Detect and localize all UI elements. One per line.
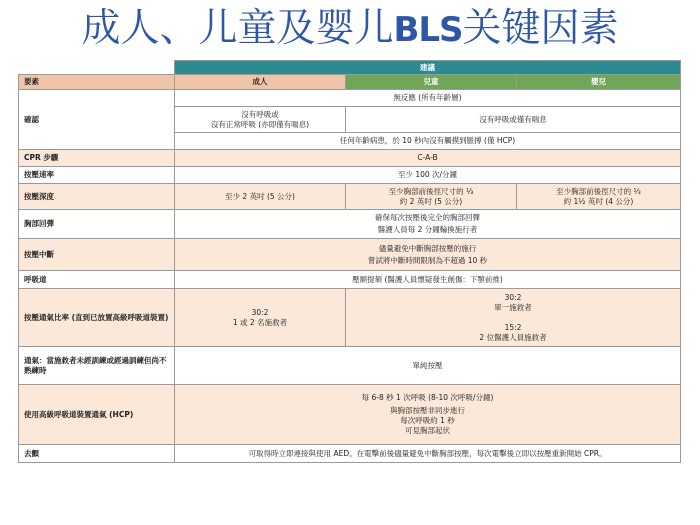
row-label-cpr-sequence: CPR 步驟 [19,150,175,167]
title-bls: BLS [393,10,463,50]
row-label-chest-recoil: 胸部回彈 [19,210,175,239]
col-child-header: 兒童 [346,75,517,90]
chest-recoil-cell [175,210,681,239]
untrained-cell: 單純按壓 [175,347,681,385]
row-label-defibrillation: 去顫 [19,445,175,463]
ratio-adult-cell: 30:2 1 或 2 名施救者 [175,289,346,347]
compression-rate-cell: 至少 100 次/分鐘 [175,167,681,184]
title-suffix: 关键因素 [462,6,619,51]
advanced-airway-line2: 與胸部按壓非同步進行 每次呼吸約 1 秒 可見胸部起伏 [390,406,465,435]
row-label-advanced-airway: 使用高級呼吸道裝置通氣 (HCP) [19,385,175,445]
interruptions-cell [175,239,681,271]
bls-table [18,60,681,463]
interruptions-line1: 儘量避免中斷胸部按壓的施行 [378,243,477,253]
row-label-compression-depth: 按壓深度 [19,184,175,210]
chest-recoil-line2: 醫護人員每 2 分鐘輪換施行者 [377,225,478,234]
col-adult-header: 成人 [175,75,346,90]
recognition-adult-cell: 沒有呼吸或 沒有正常呼吸 (亦即僅有喘息) [175,107,346,133]
chest-recoil-line1: 確保每次按壓後完全的胸部回彈 [375,213,480,222]
title-prefix: 成人、儿童及婴儿 [81,6,394,51]
advanced-airway-line1: 每 6-8 秒 1 次呼吸 (8-10 次呼吸/分鐘) [361,393,494,402]
row-label-compression-rate: 按壓速率 [19,167,175,184]
advanced-airway-cell [175,385,681,445]
header-recommendation: 建議 [175,61,681,75]
recognition-child-infant-cell: 沒有呼吸或僅有喘息 [346,107,681,133]
compression-depth-infant-cell: 至少胸部前後徑尺寸的 ⅓ 約 1½ 英吋 (4 公分) [517,184,681,210]
header-empty-cell [19,61,175,75]
row-label-recognition: 確認 [19,90,175,150]
recognition-pulse-cell: 任何年齡病患，於 10 秒內沒有觸摸到脈搏 (僅 HCP) [175,133,681,150]
airway-cell: 壓額提頦 (醫護人員懷疑發生創傷：下顎前推) [175,271,681,289]
recognition-all-cell: 無反應 (所有年齡層) [175,90,681,107]
interruptions-line2: 嘗試將中斷時間限制為不超過 10 秒 [367,255,488,265]
compression-depth-adult-cell: 至少 2 英吋 (5 公分) [175,184,346,210]
slide-title [0,4,700,54]
row-label-untrained: 通氣：當施救者未經訓練或經過訓練但尚不熟練時 [19,347,175,385]
row-label-ratio: 按壓通氣比率 (直到已放置高級呼吸道裝置) [19,289,175,347]
col-infant-header: 嬰兒 [517,75,681,90]
compression-depth-child-cell: 至少胸部前後徑尺寸的 ⅓ 約 2 英吋 (5 公分) [346,184,517,210]
cpr-sequence-cell: C-A-B [175,150,681,167]
col-element-header: 要素 [19,75,175,90]
defibrillation-cell: 可取得時立即連接與使用 AED。在電擊前後儘量避免中斷胸部按壓，每次電擊後立即以按壓重新開始 CPR。 [175,445,681,463]
ratio-child-infant-cell: 30:2 單一施救者 15:2 2 位醫護人員施救者 [346,289,681,347]
row-label-interruptions: 按壓中斷 [19,239,175,271]
row-label-airway: 呼吸道 [19,271,175,289]
